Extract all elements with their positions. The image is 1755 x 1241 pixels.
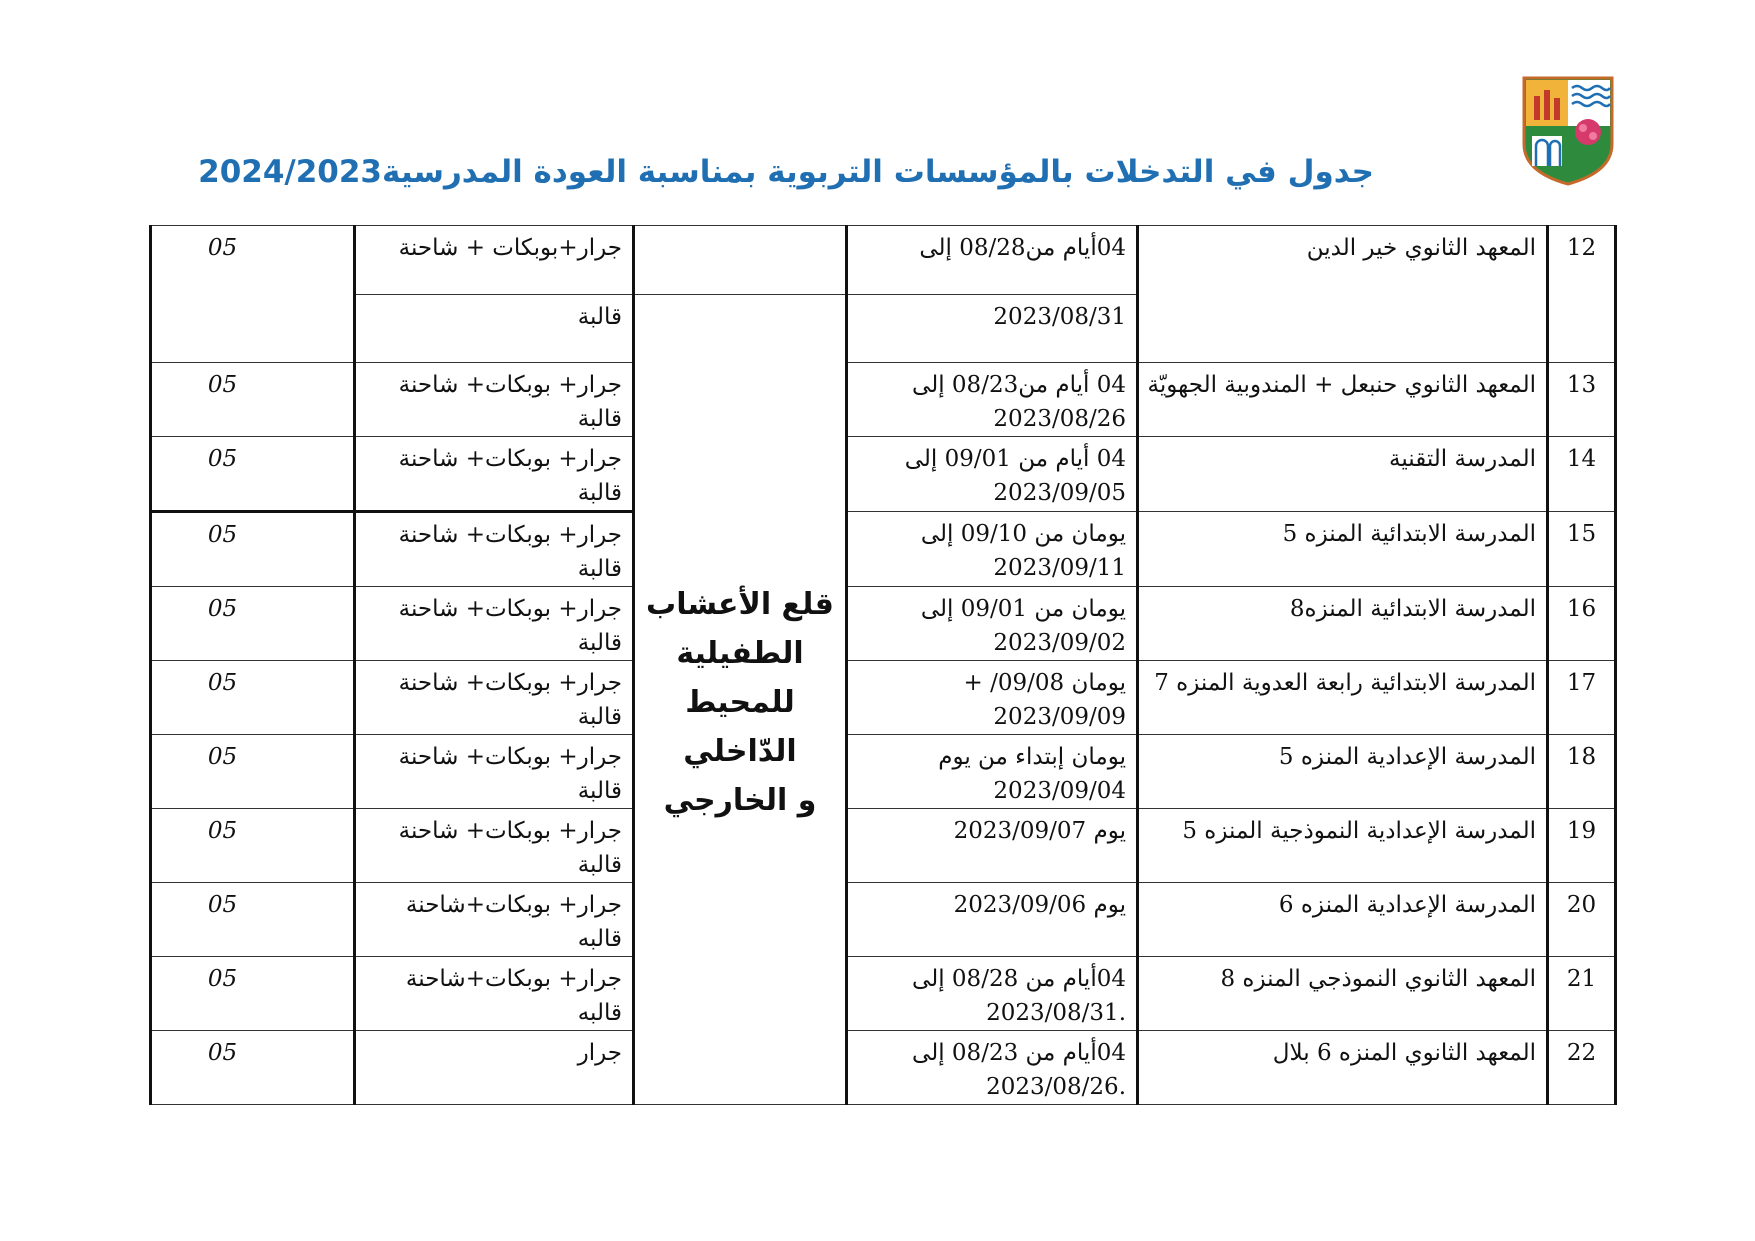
equipment-line: قالبة — [577, 852, 622, 879]
period-line: يومان إبتداء من يوم — [938, 744, 1126, 771]
row-number: 12 — [1548, 226, 1616, 295]
period-line: 2023/09/11 — [993, 555, 1126, 582]
equipment-line: قالبة — [577, 406, 622, 433]
row-number: 18 — [1548, 735, 1616, 809]
period-line: يوم 2023/09/07 — [953, 818, 1126, 845]
equipment-line: قالبة — [577, 556, 622, 583]
institution-cell: المدرسة التقنية — [1138, 437, 1548, 512]
period-line: 2023/09/05 — [993, 480, 1126, 507]
table-row — [151, 883, 1616, 957]
intervention-type-line: قلع الأعشاب — [646, 586, 834, 622]
institution-cell: المدرسة الابتدائية المنزه8 — [1138, 587, 1548, 661]
equipment-line: قالبة — [577, 704, 622, 731]
period-cell — [847, 226, 1138, 295]
institution-cell — [1138, 294, 1548, 363]
row-number: 16 — [1548, 587, 1616, 661]
municipal-crest-icon — [1520, 74, 1616, 186]
count-cell — [151, 294, 355, 363]
period-line: 2023/09/09 — [993, 704, 1126, 731]
count-cell: 05 — [151, 363, 355, 437]
table-row — [151, 363, 1616, 437]
equipment-line: جرار+ بوبكات+شاحنة — [405, 966, 622, 993]
interventions-table — [149, 225, 1617, 1105]
equipment-line: جرار+ بوبكات+ شاحنة — [398, 522, 622, 549]
period-line: يومان من 09/01 إلى — [920, 596, 1126, 623]
page-title: جدول في التدخلات بالمؤسسات التربوية بمناسبة العودة المدرسية2024/2023 — [198, 154, 1374, 190]
count-cell: 05 — [151, 1031, 355, 1105]
intervention-type-cell-empty — [634, 226, 847, 295]
table-row — [151, 226, 1616, 295]
period-line: يومان من 09/10 إلى — [920, 521, 1126, 548]
period-line: 04 أيام من08/23 إلى — [912, 372, 1126, 399]
equipment-cell — [355, 587, 634, 661]
intervention-type-line: الدّاخلي — [683, 733, 797, 769]
equipment-cell — [355, 1031, 634, 1105]
equipment-cell — [355, 735, 634, 809]
intervention-type-line: للمحيط — [685, 684, 795, 720]
period-line: يومان 09/08/ + — [963, 670, 1126, 697]
equipment-line: قالبه — [577, 1000, 622, 1027]
row-number: 19 — [1548, 809, 1616, 883]
period-cell — [847, 587, 1138, 661]
equipment-cell — [355, 661, 634, 735]
table-row — [151, 809, 1616, 883]
period-cell — [847, 809, 1138, 883]
equipment-cell — [355, 512, 634, 587]
institution-cell: المعهد الثانوي خير الدين — [1138, 226, 1548, 295]
count-cell: 05 — [151, 512, 355, 587]
equipment-line: جرار+ بوبكات+ شاحنة — [398, 446, 622, 473]
institution-cell: المدرسة الابتدائية رابعة العدوية المنزه 7 — [1138, 661, 1548, 735]
equipment-cell — [355, 957, 634, 1031]
equipment-line: قالبة — [577, 480, 622, 507]
period-cell — [847, 957, 1138, 1031]
equipment-line: جرار+ بوبكات+ شاحنة — [398, 670, 622, 697]
count-cell: 05 — [151, 587, 355, 661]
table-row — [151, 587, 1616, 661]
row-number: 20 — [1548, 883, 1616, 957]
equipment-line: جرار+بوبكات + شاحنة — [398, 235, 622, 261]
row-number — [1548, 294, 1616, 363]
period-line: .2023/08/26 — [986, 1074, 1126, 1101]
period-line: 2023/08/26 — [993, 406, 1126, 433]
equipment-line: جرار+ بوبكات+شاحنة — [405, 892, 622, 919]
row-number: 22 — [1548, 1031, 1616, 1105]
row-number: 13 — [1548, 363, 1616, 437]
equipment-line: جرار — [577, 1040, 622, 1067]
period-cell — [847, 1031, 1138, 1105]
institution-cell: المدرسة الابتدائية المنزه 5 — [1138, 512, 1548, 587]
equipment-cell — [355, 437, 634, 512]
row-number: 15 — [1548, 512, 1616, 587]
row-number: 17 — [1548, 661, 1616, 735]
equipment-line: قالبه — [577, 926, 622, 953]
intervention-type-line: الطفيلية — [676, 635, 804, 671]
institution-cell: المعهد الثانوي حنبعل + المندوبية الجهويّة — [1138, 363, 1548, 437]
intervention-type-cell — [634, 294, 847, 1105]
table-row — [151, 437, 1616, 512]
equipment-line: قالبة — [577, 303, 622, 330]
period-line: 04أيام من08/28 إلى — [919, 235, 1126, 261]
equipment-line: جرار+ بوبكات+ شاحنة — [398, 818, 622, 845]
period-cell — [847, 294, 1138, 363]
table-row — [151, 512, 1616, 587]
count-cell: 05 — [151, 437, 355, 512]
equipment-line: قالبة — [577, 630, 622, 657]
period-cell — [847, 437, 1138, 512]
equipment-cell — [355, 809, 634, 883]
period-cell — [847, 512, 1138, 587]
equipment-line: جرار+ بوبكات+ شاحنة — [398, 596, 622, 623]
count-cell: 05 — [151, 661, 355, 735]
count-cell: 05 — [151, 957, 355, 1031]
institution-cell: المدرسة الإعدادية النموذجية المنزه 5 — [1138, 809, 1548, 883]
equipment-cell — [355, 226, 634, 295]
period-cell — [847, 661, 1138, 735]
count-cell: 05 — [151, 226, 355, 295]
period-line: 2023/08/31 — [993, 303, 1126, 330]
count-cell: 05 — [151, 883, 355, 957]
table-row — [151, 294, 1616, 363]
equipment-cell — [355, 363, 634, 437]
period-cell — [847, 363, 1138, 437]
equipment-cell — [355, 294, 634, 363]
institution-cell: المعهد الثانوي النموذجي المنزه 8 — [1138, 957, 1548, 1031]
row-number: 21 — [1548, 957, 1616, 1031]
period-cell — [847, 735, 1138, 809]
row-number: 14 — [1548, 437, 1616, 512]
institution-cell: المدرسة الإعدادية المنزه 5 — [1138, 735, 1548, 809]
count-cell: 05 — [151, 809, 355, 883]
equipment-line: جرار+ بوبكات+ شاحنة — [398, 744, 622, 771]
table-row — [151, 661, 1616, 735]
period-line: 2023/09/02 — [993, 630, 1126, 657]
intervention-type-line: و الخارجي — [663, 782, 817, 818]
table-row — [151, 957, 1616, 1031]
equipment-line: قالبة — [577, 778, 622, 805]
equipment-cell — [355, 883, 634, 957]
period-line: 04أيام من 08/23 إلى — [912, 1040, 1126, 1067]
table-row — [151, 1031, 1616, 1105]
period-line: 04أيام من 08/28 إلى — [912, 966, 1126, 993]
period-cell — [847, 883, 1138, 957]
period-line: .2023/08/31 — [986, 1000, 1126, 1027]
period-line: يوم 2023/09/06 — [953, 892, 1126, 919]
institution-cell: المدرسة الإعدادية المنزه 6 — [1138, 883, 1548, 957]
count-cell: 05 — [151, 735, 355, 809]
period-line: 04 أيام من 09/01 إلى — [904, 446, 1126, 473]
table-row — [151, 735, 1616, 809]
period-line: 2023/09/04 — [993, 778, 1126, 805]
institution-cell: المعهد الثانوي المنزه 6 بلال — [1138, 1031, 1548, 1105]
equipment-line: جرار+ بوبكات+ شاحنة — [398, 372, 622, 399]
